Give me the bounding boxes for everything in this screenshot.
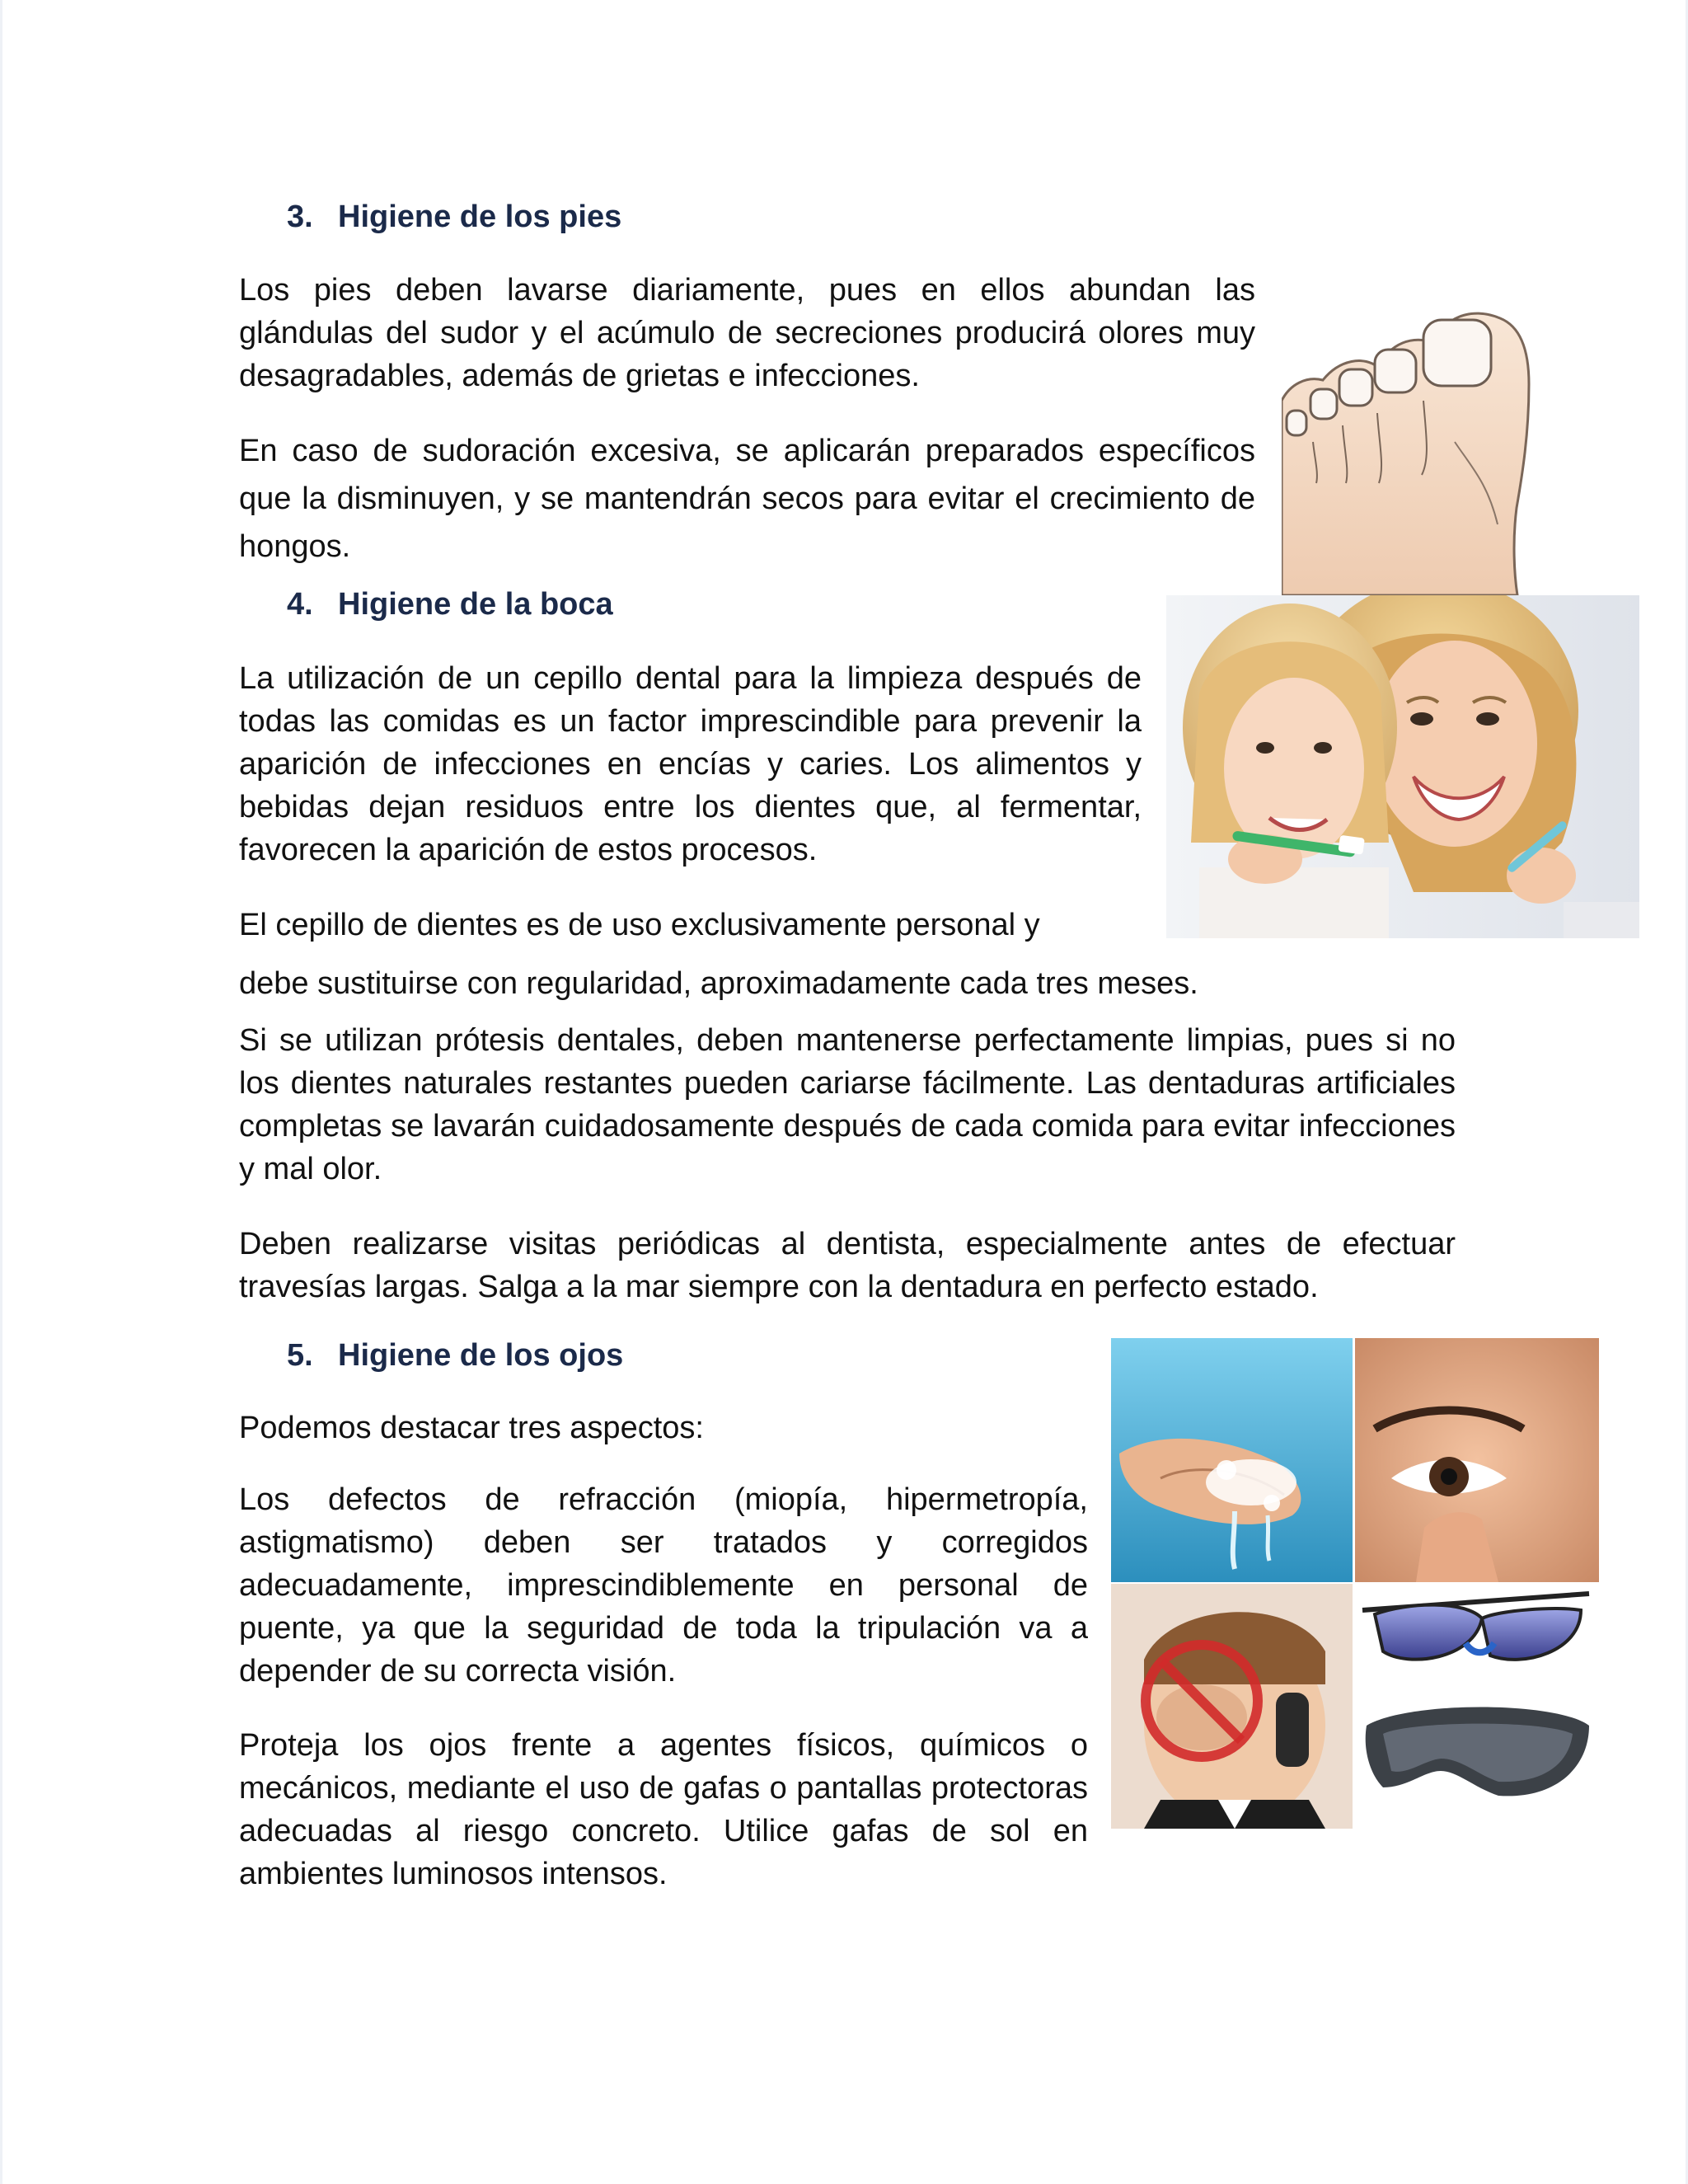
section-number: 3.: [287, 200, 313, 234]
section-title: Higiene de los pies: [338, 200, 622, 234]
paragraph: Si se utilizan prótesis dentales, deben mantenerse perfectamente limpias, pues si no los dientes naturales restantes pueden cariarse fácilmente. Las dentaduras artificiales completas se lavarán cuidadosamente después de cada comida para evitar infecciones y mal olor.: [239, 1023, 1456, 1186]
paragraph: Proteja los ojos frente a agentes físicos, químicos o mecánicos, mediante el uso de gafas o pantallas protectoras adecuadas al riesgo concreto. Utilice gafas de sol en ambientes luminosos intensos.: [239, 1728, 1088, 1891]
paragraph: Los defectos de refracción (miopía, hipermetropía, astigmatismo) deben ser tratados y corregidos adecuadamente, imprescindiblemente en personal de puente, ya que la seguridad de toda la tripulación va a depender de su correcta visión.: [239, 1482, 1088, 1688]
section-heading-feet: [287, 200, 621, 235]
paragraph: La utilización de un cepillo dental para la limpieza después de todas las comidas es un factor imprescindible para prevenir la aparición de infecciones en encías y caries. Los alimentos y bebidas dejan residuos entre los dientes que, al fermentar, favorecen la aparición de estos procesos.: [239, 661, 1142, 867]
paragraph: debe sustituirse con regularidad, aproximadamente cada tres meses.: [239, 966, 1198, 1001]
eye-care-collage: [1111, 1338, 1599, 1829]
paragraph: Deben realizarse visitas periódicas al dentista, especialmente antes de efectuar travesías largas. Salga a la mar siempre con la dentadura en perfecto estado.: [239, 1227, 1456, 1304]
paragraph: El cepillo de dientes es de uso exclusivamente personal y: [239, 908, 1040, 942]
brushing-photo: [1166, 595, 1639, 938]
paragraph: En caso de sudoración excesiva, se aplicarán preparados específicos que la disminuyen, y se mantendrán secos para evitar el crecimiento de hongos.: [239, 434, 1255, 564]
paragraph: Los pies deben lavarse diariamente, pues en ellos abundan las glándulas del sudor y el acúmulo de secreciones producirá olores muy desagradables, además de grietas e infecciones.: [239, 273, 1255, 393]
foot-figure: [1282, 195, 1542, 595]
section-heading-mouth: [287, 587, 613, 622]
section-title: Higiene de la boca: [338, 587, 613, 622]
brushing-figure: [1166, 595, 1639, 938]
foot-illustration: [1282, 195, 1542, 595]
paragraph: Podemos destacar tres aspectos:: [239, 1411, 704, 1445]
section-heading-eyes: [287, 1338, 623, 1374]
section-number: 5.: [287, 1338, 313, 1373]
eye-care-figure: [1111, 1338, 1599, 1829]
section-number: 4.: [287, 587, 313, 622]
section-title: Higiene de los ojos: [338, 1338, 624, 1373]
